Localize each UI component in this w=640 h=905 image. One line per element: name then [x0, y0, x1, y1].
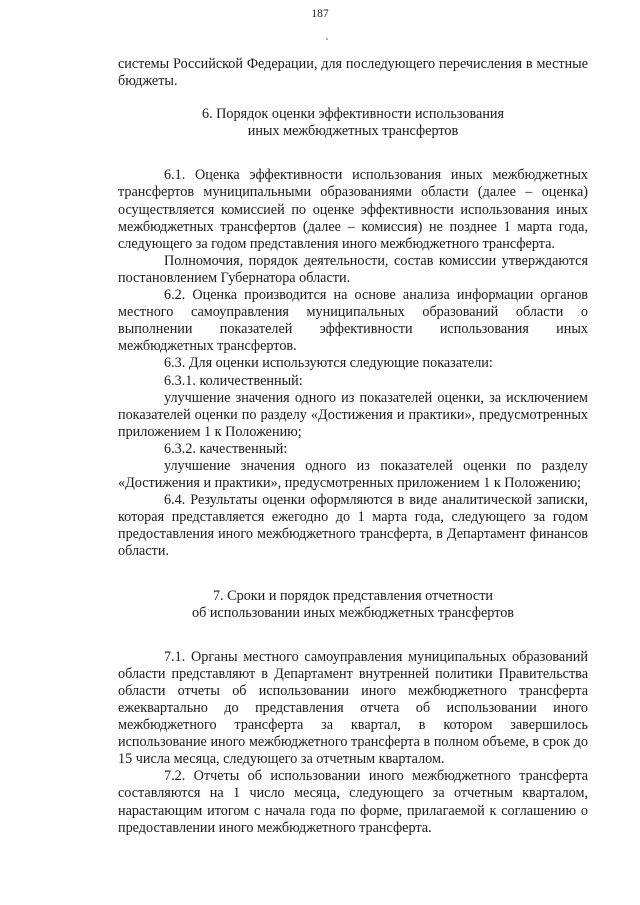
paragraph-6-3-2: 6.3.2. качественный: [164, 440, 288, 457]
paragraph-6-1: 6.1. Оценка эффективности использования иных межбюджетных трансфертов муниципальными образованиями области (далее – оценка) осуществляется комиссией по оценке эффективности использования иных межбюджетных трансфертов (далее – комиссия) не позднее 1 марта года, следующего за годом представления иного межбюджетного трансферта. [118, 167, 588, 252]
paragraph-7-1: 7.1. Органы местного самоуправления муниципальных образований области представляют в Департамент внутренней политики Правительства области отчеты об использовании иного межбюджетного трансферта ежеквартально до представления отчета об использовании иного межбюджетного трансферта за квартал, в котором завершилось использование иного межбюджетного трансферта в полном объеме, в срок до 15 числа месяца, следующего за отчетным кварталом. [118, 648, 588, 768]
section-7-heading-line1: 7. Сроки и порядок представления отчетности [212, 587, 494, 604]
paragraph-continuation: системы Российской Федерации, для последующего перечисления в местные бюджеты. [118, 56, 588, 90]
page-number: 187 [311, 8, 329, 20]
paragraph-6-3-2-text: улучшение значения одного из показателей оценки по разделу «Достижения и практики», предусмотренных приложением 1 к Положению; [118, 457, 588, 492]
section-6-heading-line1: 6. Порядок оценки эффективности использования [201, 106, 505, 123]
paragraph-6-3-1-text: улучшение значения одного из показателей оценки, за исключением показателей оценки по разделу «Достижения и практики», предусмотренных приложением 1 к Положению; [118, 389, 588, 440]
paragraph-6-2: 6.2. Оценка производится на основе анализа информации органов местного самоуправления муниципальных образований области о выполнении показателей эффективности использования иных межбюджетных трансфертов. [118, 287, 588, 355]
section-7-heading [118, 588, 588, 622]
document-body [118, 56, 588, 837]
scan-speck [326, 38, 328, 40]
section-6-heading [118, 106, 588, 140]
paragraph-6-3-1: 6.3.1. количественный: [164, 372, 303, 389]
paragraph-7-2: 7.2. Отчеты об использовании иного межбюджетного трансферта составляются на 1 число месяца, следующего за отчетным кварталом, нарастающим итогом с начала года по форме, прилагаемой к соглашению о предоставлении иного межбюджетного трансферта. [118, 768, 588, 836]
paragraph-6-3: 6.3. Для оценки используются следующие показатели: [164, 355, 493, 372]
paragraph-6-4: 6.4. Результаты оценки оформляются в виде аналитической записки, которая представляется ежегодно до 1 марта года, следующего за годом предоставления иного межбюджетного трансферта, в Департамент финансов области. [118, 492, 588, 560]
section-6-heading-line2: иных межбюджетных трансфертов [247, 123, 459, 140]
paragraph-6-1-commission: Полномочия, порядок деятельности, состав комиссии утверждаются постановлением Губернатора области. [118, 252, 588, 286]
section-7-heading-line2: об использовании иных межбюджетных трансфертов [191, 604, 515, 621]
